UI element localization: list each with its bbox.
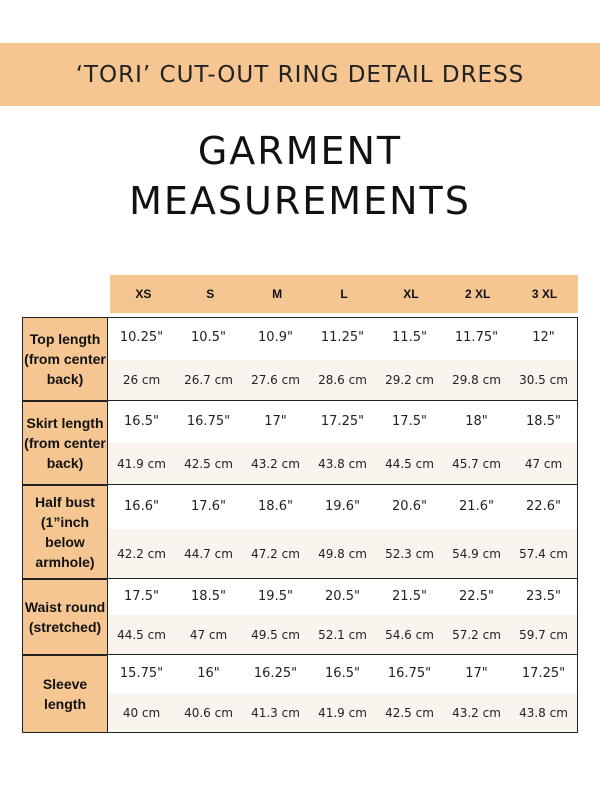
inch-cell: 23.5" [526,588,561,604]
cm-cell: 49.5 cm [251,627,300,642]
cm-cell: 41.9 cm [318,705,367,720]
inch-cell: 19.6" [325,498,360,514]
page-title [0,126,600,226]
cm-cell: 52.3 cm [385,546,434,561]
page-title-line-2: MEASUREMENTS [129,179,471,223]
cm-cell: 43.8 cm [519,705,568,720]
cm-cell: 49.8 cm [318,546,367,561]
inch-cell: 16.5" [124,413,159,429]
cm-cell: 47.2 cm [251,546,300,561]
cm-cell: 57.2 cm [452,627,501,642]
cm-cell: 26 cm [122,373,161,387]
inch-cell: 10.25" [119,329,164,345]
label-line: back) [46,455,84,471]
inch-cell: 10.5" [191,329,226,345]
label-line: back) [46,371,84,387]
inch-row [108,401,577,441]
row-data-waist-round [108,579,578,655]
label-line: (stretched) [28,619,102,635]
inch-cell: 17" [264,413,287,429]
cm-cell: 44.5 cm [117,627,166,642]
cm-cell: 54.9 cm [452,546,501,561]
inch-cell: 16.75" [387,665,432,681]
cm-cell: 47 cm [524,456,563,471]
row-label-sleeve-length [22,655,108,733]
inch-cell: 10.9" [258,329,293,345]
row-label-top-length [22,317,108,401]
size-m: M [272,287,283,301]
inch-row [108,318,577,356]
inch-cell: 16.25" [253,665,298,681]
inch-cell: 17.5" [392,413,427,429]
row-label-skirt-length [22,401,108,485]
row-data-skirt-length [108,401,578,485]
inch-cell: 18.6" [258,498,293,514]
inch-row [108,579,577,613]
cm-cell: 30.5 cm [519,373,568,387]
label-line: Skirt length [26,415,104,431]
size-3xl: 3 XL [531,287,558,301]
label-line: below [45,534,85,550]
product-banner [0,43,600,106]
page-title-line-1: GARMENT [197,129,403,173]
row-data-top-length [108,317,578,401]
inch-cell: 20.5" [325,588,360,604]
label-line: length [44,696,86,712]
cm-cell: 44.7 cm [184,546,233,561]
inch-cell: 17" [465,665,488,681]
cm-cell: 45.7 cm [452,456,501,471]
label-line: Half bust [35,494,95,510]
size-xs: XS [135,287,152,301]
inch-cell: 17.25" [521,665,566,681]
cm-cell: 47 cm [189,627,228,642]
cm-cell: 41.3 cm [251,705,300,720]
inch-cell: 21.5" [392,588,427,604]
inch-cell: 17.6" [191,498,226,514]
label-line: Sleeve [42,676,88,692]
cm-cell: 44.5 cm [385,456,434,471]
cm-cell: 27.6 cm [251,373,300,387]
inch-cell: 22.6" [526,498,561,514]
cm-cell: 42.5 cm [184,456,233,471]
inch-cell: 22.5" [459,588,494,604]
size-s: S [206,287,215,301]
row-data-half-bust [108,485,578,579]
inch-cell: 16" [197,665,220,681]
cm-row [108,615,577,654]
size-2xl: 2 XL [465,287,491,301]
cm-cell: 40.6 cm [184,705,233,720]
cm-cell: 28.6 cm [318,373,367,387]
product-title: ‘TORI’ CUT-OUT RING DETAIL DRESS [75,61,525,88]
label-line: armhole) [35,554,95,570]
inch-cell: 15.75" [119,665,164,681]
inch-cell: 17.25" [320,413,365,429]
inch-cell: 16.5" [325,665,360,681]
size-header-row [110,275,578,313]
cm-cell: 52.1 cm [318,627,367,642]
inch-cell: 18.5" [526,413,561,429]
inch-cell: 19.5" [258,588,293,604]
cm-cell: 29.8 cm [452,373,501,387]
cm-row [108,443,577,484]
cm-cell: 43.2 cm [251,456,300,471]
inch-cell: 11.25" [320,329,365,345]
size-xl: XL [403,287,419,301]
row-data-sleeve-length [108,655,578,733]
inch-cell: 16.75" [186,413,231,429]
inch-cell: 21.6" [459,498,494,514]
cm-row [108,693,577,732]
inch-cell: 18.5" [191,588,226,604]
label-line: Top length [29,331,101,347]
cm-cell: 42.2 cm [117,546,166,561]
label-line: Waist round [24,599,106,615]
cm-cell: 41.9 cm [117,456,166,471]
inch-row [108,485,577,527]
cm-cell: 43.2 cm [452,705,501,720]
cm-cell: 29.2 cm [385,373,434,387]
label-line: (1”inch [40,514,90,530]
cm-cell: 26.7 cm [184,373,233,387]
cm-row [108,360,577,400]
cm-cell: 43.8 cm [318,456,367,471]
inch-cell: 17.5" [124,588,159,604]
inch-cell: 18" [465,413,488,429]
cm-cell: 42.5 cm [385,705,434,720]
size-l: L [340,287,348,301]
inch-cell: 20.6" [392,498,427,514]
inch-cell: 16.6" [124,498,159,514]
label-line: (from center [24,435,106,451]
cm-cell: 59.7 cm [519,627,568,642]
cm-cell: 57.4 cm [519,546,568,561]
row-label-waist-round [22,579,108,655]
cm-row [108,529,577,578]
inch-cell: 11.5" [392,329,427,345]
cm-cell: 40 cm [122,705,161,720]
row-label-half-bust [22,485,108,579]
cm-cell: 54.6 cm [385,627,434,642]
label-line: (from center [24,351,106,367]
inch-cell: 11.75" [454,329,499,345]
inch-cell: 12" [532,329,555,345]
inch-row [108,655,577,691]
